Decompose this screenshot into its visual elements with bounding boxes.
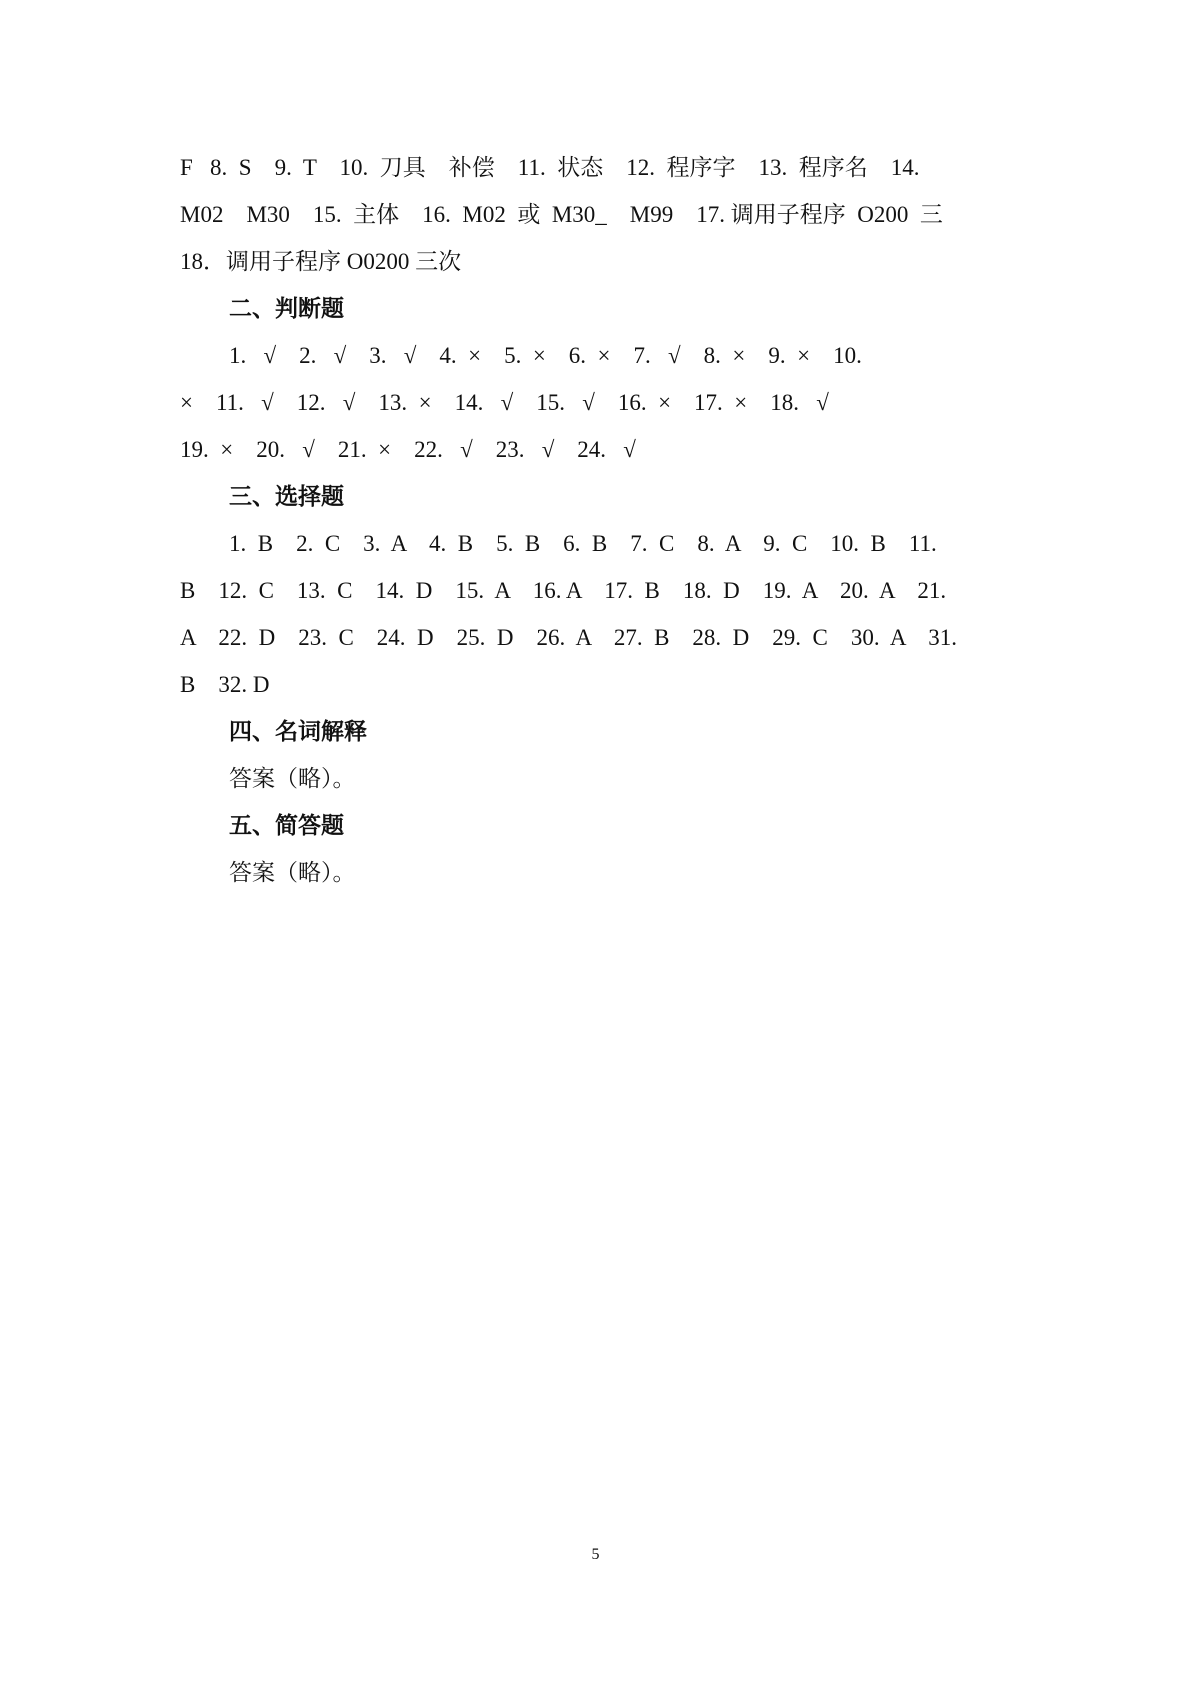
page-number: 5 — [591, 1546, 600, 1563]
multiple-choice-answers-line: 1. B 2. C 3. A 4. B 5. B 6. B 7. C 8. A 9. C 10. B 11. — [229, 531, 937, 556]
multiple-choice-heading: 三、选择题 — [229, 484, 344, 509]
short-answer-heading: 五、简答题 — [229, 813, 344, 838]
multiple-choice-answers-line: B 12. C 13. C 14. D 15. A 16. A 17. B 18. D 19. A 20. A 21. — [180, 578, 947, 603]
multiple-choice-answers-line: B 32. D — [180, 672, 270, 697]
multiple-choice-answers-line: A 22. D 23. C 24. D 25. D 26. A 27. B 28. D 29. C 30. A 31. — [180, 625, 957, 650]
term-definition-answer: 答案（略）。 — [229, 766, 356, 791]
true-false-answers-line: 1. √ 2. √ 3. √ 4. × 5. × 6. × 7. √ 8. × 9. × 10. — [229, 343, 862, 368]
true-false-heading: 二、判断题 — [229, 296, 344, 321]
fill-in-answers-line: F 8. S 9. T 10. 刀具 补偿 11. 状态 12. 程序字 13. 程序名 14. — [180, 155, 920, 180]
fill-in-answers-line: 18．调用子程序 O0200 三次 — [180, 249, 462, 274]
true-false-answers-line: × 11. √ 12. √ 13. × 14. √ 15. √ 16. × 17. × 18. √ — [180, 390, 829, 415]
true-false-answers-line: 19. × 20. √ 21. × 22. √ 23. √ 24. √ — [180, 437, 636, 462]
term-definition-heading: 四、名词解释 — [229, 719, 367, 744]
short-answer-answer: 答案（略）。 — [229, 860, 356, 885]
fill-in-answers-line: M02 M30 15. 主体 16. M02 或 M30_ M99 17. 调用子程序 O200 三 — [180, 202, 943, 227]
